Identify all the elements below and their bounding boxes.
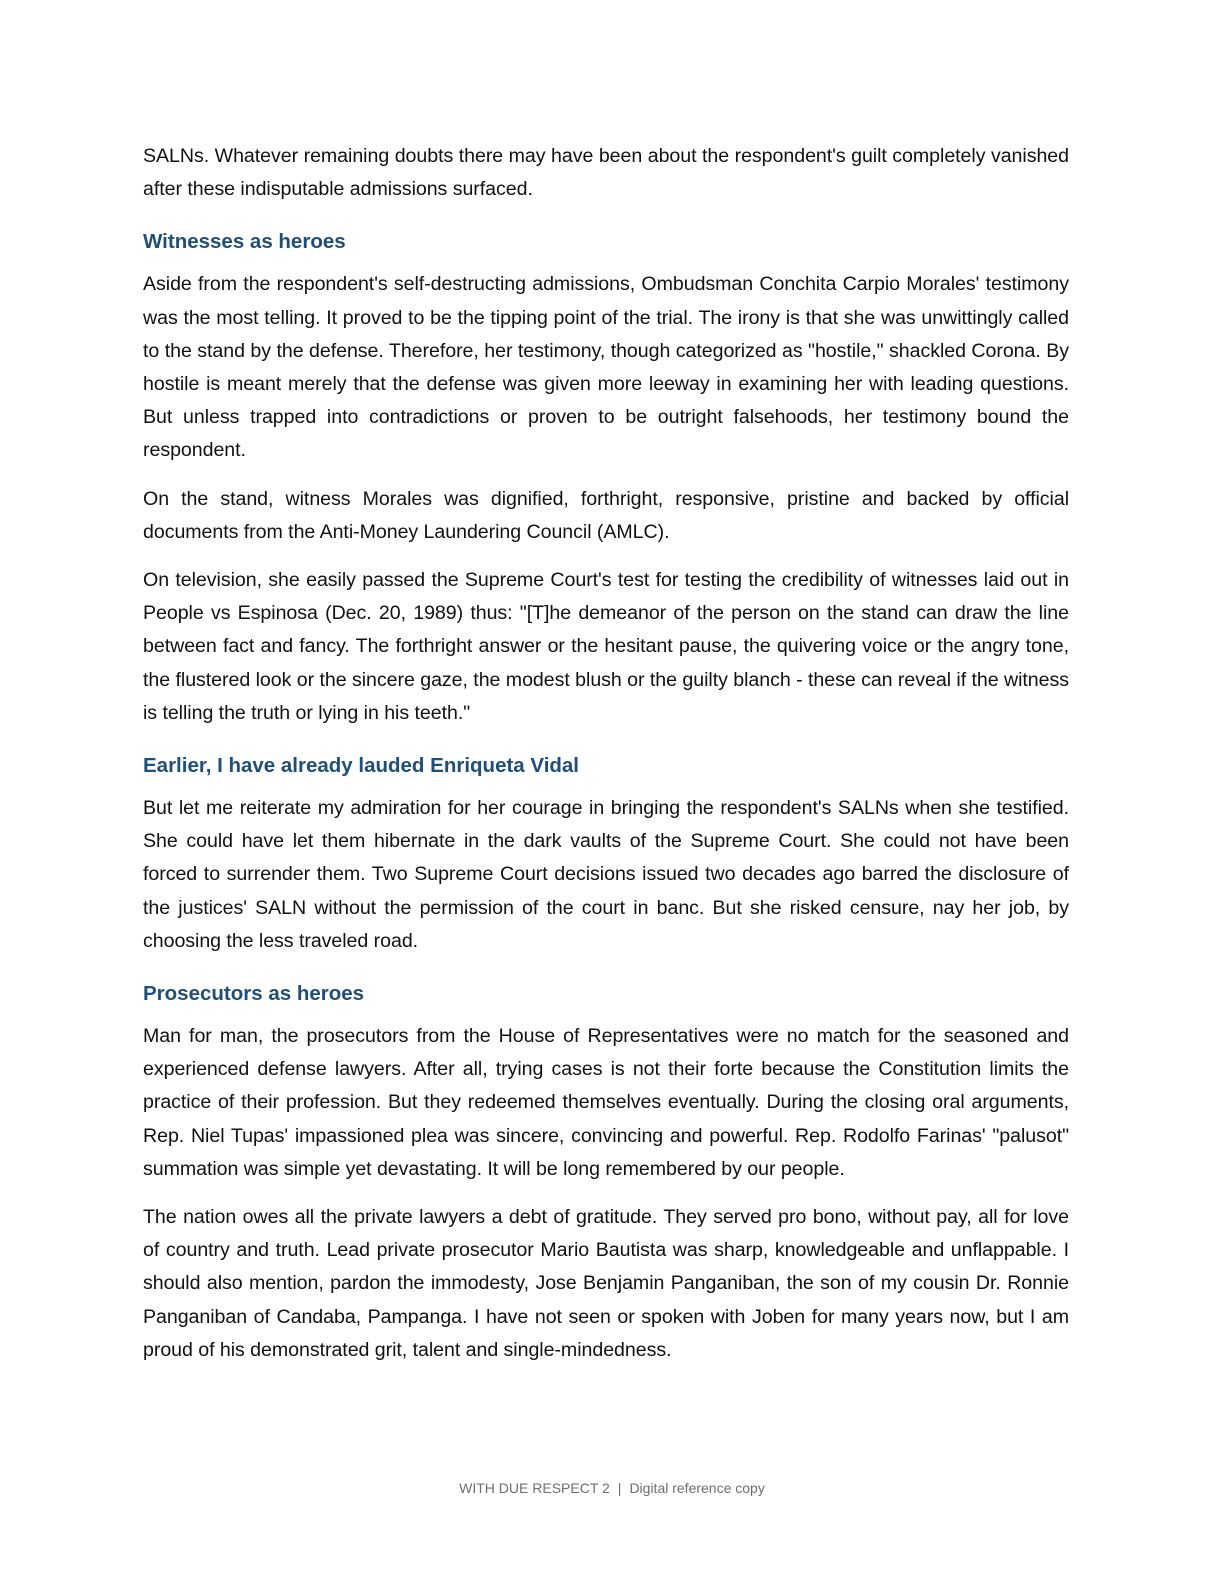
paragraph-private-lawyers: The nation owes all the private lawyers a debt of gratitude. They served pro bono, without pay, all for love of country and truth. Lead private prosecutor Mario Bautista was sharp, knowledgeable and unflappable. I should also mention, pardon the immodesty, Jose Benjamin Panganiban, the son of my cousin Dr. Ronnie Panganiban of Candaba, Pampanga. I have not seen or spoken with Joben for many years now, but I am proud of his demonstrated grit, talent and single-mindedness. [143,1206,1069,1361]
document-body [143,140,1069,1382]
footer-separator: | [617,1480,622,1496]
paragraph-house-prosecutors: Man for man, the prosecutors from the House of Representatives were no match for the seasoned and experienced defense lawyers. After all, trying cases is not their forte because the Constitution limits the practice of their profession. But they redeemed themselves eventually. During the closing oral arguments, Rep. Niel Tupas' impassioned plea was sincere, convincing and powerful. Rep. Rodolfo Farinas' "palusot" summation was simple yet devastating. It will be long remembered by our people. [143,1025,1069,1180]
page-footer [0,1478,1224,1498]
footer-title: WITH DUE RESPECT 2 [459,1480,610,1496]
heading-enriqueta-vidal: Earlier, I have already lauded Enriqueta Vidal [143,754,580,778]
paragraph-morales-on-stand: On the stand, witness Morales was dignified, forthright, responsive, pristine and backed by official documents from the Anti-Money Laundering Council (AMLC). [143,487,1069,543]
footer-note: Digital reference copy [629,1480,765,1496]
paragraph-morales-testimony: Aside from the respondent's self-destructing admissions, Ombudsman Conchita Carpio Morales' testimony was the most telling. It proved to be the tipping point of the trial. The irony is that she was unwittingly called to the stand by the defense. Therefore, her testimony, though categorized as "hostile," shackled Corona. By hostile is meant merely that the defense was given more leeway in examining her with leading questions. But unless trapped into contradictions or proven to be outright falsehoods, her testimony bound the respondent. [143,273,1069,462]
paragraph-credibility-test: On television, she easily passed the Supreme Court's test for testing the credibility of witnesses laid out in People vs Espinosa (Dec. 20, 1989) thus: "[T]he demeanor of the person on the stand can draw the line between fact and fancy. The forthright answer or the hesitant pause, the quivering voice or the angry tone, the flustered look or the sincere gaze, the modest blush or the guilty blanch - these can reveal if the witness is telling the truth or lying in his teeth." [143,569,1069,724]
paragraph-salns-conclusion: SALNs. Whatever remaining doubts there may have been about the respondent's guilt completely vanished after these indisputable admissions surfaced. [143,145,1069,201]
heading-witnesses-as-heroes: Witnesses as heroes [143,230,346,254]
paragraph-vidal-admiration: But let me reiterate my admiration for her courage in bringing the respondent's SALNs when she testified. She could have let them hibernate in the dark vaults of the Supreme Court. She could not have been forced to surrender them. Two Supreme Court decisions issued two decades ago barred the disclosure of the justices' SALN without the permission of the court in banc. But she risked censure, nay her job, by choosing the less traveled road. [143,797,1069,952]
heading-prosecutors-as-heroes: Prosecutors as heroes [143,982,365,1006]
